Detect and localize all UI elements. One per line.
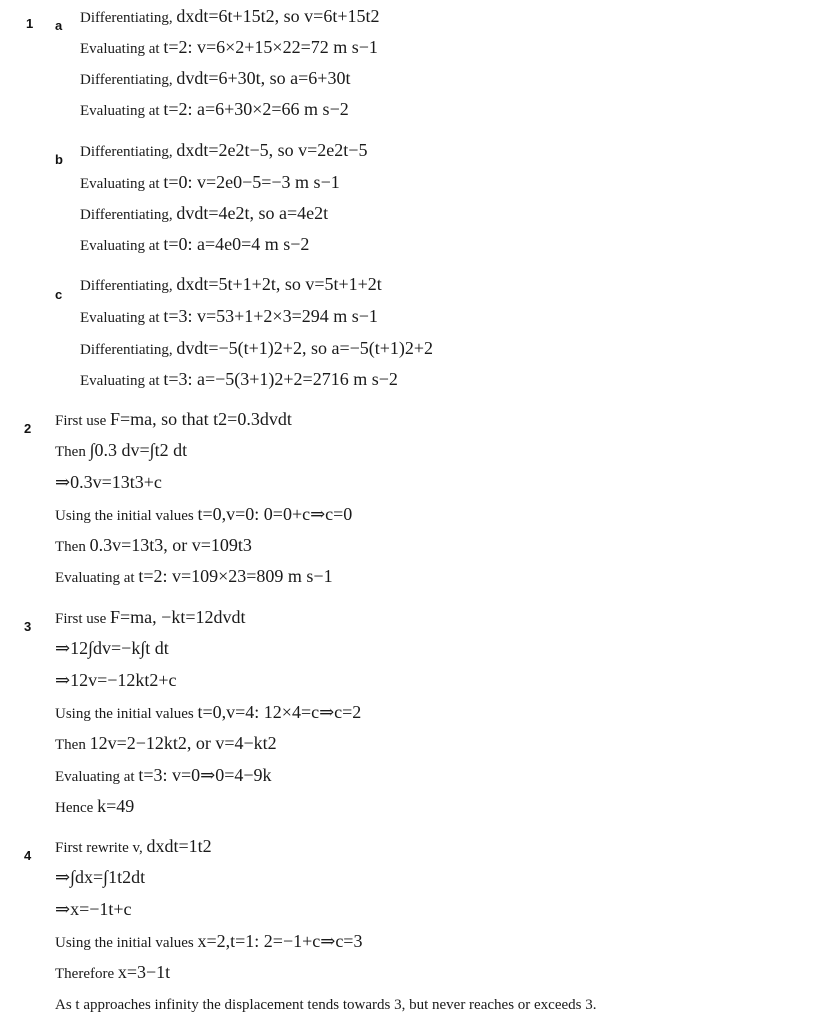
q3-line-1: [55, 607, 245, 629]
question-number-2: 2: [24, 421, 32, 436]
q4-line-3-math: ⇒x=−1t+c: [55, 899, 132, 919]
q3-line-4: [55, 702, 361, 724]
q1a-line-1-math: dxdt=6t+15t2, so v=6t+15t2: [176, 6, 380, 26]
q1a-line-4-math: t=2: a=6+30×2=66 m s−2: [163, 99, 349, 119]
q4-line-5: [55, 962, 170, 984]
q4-line-4: [55, 931, 362, 953]
q1b-line-1-math: dxdt=2e2t−5, so v=2e2t−5: [176, 140, 368, 160]
q1a-line-3-text: Differentiating,: [80, 72, 177, 88]
q1b-line-2-text: Evaluating at: [80, 176, 164, 192]
q1a-line-1: [80, 6, 379, 28]
q1c-line-2-math: t=3: v=53+1+2×3=294 m s−1: [163, 306, 378, 326]
q4-line-6-math: t approaches infinity the displacement tends towards 3, but never reaches or exceeds 3.: [75, 997, 597, 1013]
q4-line-5-math: x=3−1t: [117, 962, 171, 982]
q3-line-7-math: k=49: [97, 796, 135, 816]
q1c-line-2: [80, 306, 378, 328]
q2-line-2: [55, 440, 187, 462]
q2-line-1-text: First use: [55, 413, 111, 429]
q3-line-4-math: t=0,v=4: 12×4=c⇒c=2: [197, 702, 362, 722]
q2-line-3: [55, 472, 162, 494]
q1c-line-3: [80, 338, 433, 360]
q1a-line-3-math: dvdt=6+30t, so a=6+30t: [176, 68, 351, 88]
q1a-line-3: [80, 68, 350, 90]
q3-line-5-text: Then: [55, 737, 90, 753]
q2-line-4: [55, 504, 352, 526]
q3-line-7: [55, 796, 134, 818]
q4-line-2-math: ⇒∫dx=∫1t2dt: [55, 867, 146, 887]
q3-line-3-math: ⇒12v=−12kt2+c: [55, 670, 177, 690]
q4-line-4-text: Using the initial values: [55, 935, 198, 951]
q3-line-6-math: t=3: v=0⇒0=4−9k: [138, 765, 272, 785]
q1c-line-4-math: t=3: a=−5(3+1)2+2=2716 m s−2: [163, 369, 398, 389]
q2-line-1: [55, 409, 292, 431]
q1b-line-2-math: t=0: v=2e0−5=−3 m s−1: [163, 172, 340, 192]
q2-line-5-text: Then: [55, 539, 90, 555]
q1c-line-3-math: dvdt=−5(t+1)2+2, so a=−5(t+1)2+2: [176, 338, 434, 358]
part-label-b: b: [55, 152, 63, 167]
q1c-line-4-text: Evaluating at: [80, 373, 164, 389]
q4-line-1-text: First rewrite v,: [55, 840, 147, 856]
q2-line-5: [55, 535, 252, 557]
q1b-line-3: [80, 203, 328, 225]
q3-line-3: [55, 670, 177, 692]
q1a-line-1-text: Differentiating,: [80, 10, 177, 26]
q1b-line-2: [80, 172, 340, 194]
q2-line-4-text: Using the initial values: [55, 508, 198, 524]
q1c-line-4: [80, 369, 398, 391]
q2-line-3-math: ⇒0.3v=13t3+c: [55, 472, 162, 492]
q2-line-5-math: 0.3v=13t3, or v=109t3: [89, 535, 252, 555]
q2-line-6-math: t=2: v=109×23=809 m s−1: [138, 566, 333, 586]
q2-line-2-text: Then: [55, 444, 90, 460]
q2-line-4-math: t=0,v=0: 0=0+c⇒c=0: [197, 504, 353, 524]
q1a-line-2-text: Evaluating at: [80, 41, 164, 57]
q1b-line-1-text: Differentiating,: [80, 144, 177, 160]
part-label-a: a: [55, 18, 63, 33]
q3-line-2-math: ⇒12∫dv=−k∫t dt: [55, 638, 169, 658]
q1c-line-1-text: Differentiating,: [80, 278, 177, 294]
q1b-line-4-math: t=0: a=4e0=4 m s−2: [163, 234, 310, 254]
q3-line-6-text: Evaluating at: [55, 769, 139, 785]
q1c-line-1-math: dxdt=5t+1+2t, so v=5t+1+2t: [176, 274, 382, 294]
q4-line-5-text: Therefore: [55, 966, 118, 982]
q1c-line-2-text: Evaluating at: [80, 310, 164, 326]
q1a-line-2: [80, 37, 378, 59]
q3-line-2: [55, 638, 169, 660]
q4-line-3: [55, 899, 132, 921]
q4-line-1-math: dxdt=1t2: [146, 836, 212, 856]
part-label-c: c: [55, 287, 63, 302]
q3-line-6: [55, 765, 272, 787]
q4-line-6-text: As: [55, 997, 76, 1013]
question-number-4: 4: [24, 848, 32, 863]
q2-line-1-math: F=ma, so that t2=0.3dvdt: [110, 409, 292, 429]
question-number-3: 3: [24, 619, 32, 634]
q1b-line-3-math: dvdt=4e2t, so a=4e2t: [176, 203, 329, 223]
q4-line-4-math: x=2,t=1: 2=−1+c⇒c=3: [197, 931, 363, 951]
question-number-1: 1: [26, 16, 34, 31]
q3-line-5-math: 12v=2−12kt2, or v=4−kt2: [89, 733, 277, 753]
q2-line-2-math: ∫0.3 dv=∫t2 dt: [89, 440, 188, 460]
q3-line-7-text: Hence: [55, 800, 98, 816]
q1a-line-2-math: t=2: v=6×2+15×22=72 m s−1: [163, 37, 378, 57]
q1a-line-4: [80, 99, 349, 121]
q4-line-6: [55, 994, 597, 1015]
q3-line-1-math: F=ma, −kt=12dvdt: [110, 607, 246, 627]
q1b-line-4: [80, 234, 309, 256]
q1b-line-4-text: Evaluating at: [80, 238, 164, 254]
q1a-line-4-text: Evaluating at: [80, 103, 164, 119]
q1c-line-1: [80, 274, 382, 296]
q3-line-4-text: Using the initial values: [55, 706, 198, 722]
q2-line-6-text: Evaluating at: [55, 570, 139, 586]
q2-line-6: [55, 566, 333, 588]
q4-line-1: [55, 836, 212, 858]
q4-line-2: [55, 867, 145, 889]
q1b-line-3-text: Differentiating,: [80, 207, 177, 223]
q3-line-5: [55, 733, 277, 755]
q1b-line-1: [80, 140, 367, 162]
q3-line-1-text: First use: [55, 611, 111, 627]
q1c-line-3-text: Differentiating,: [80, 342, 177, 358]
